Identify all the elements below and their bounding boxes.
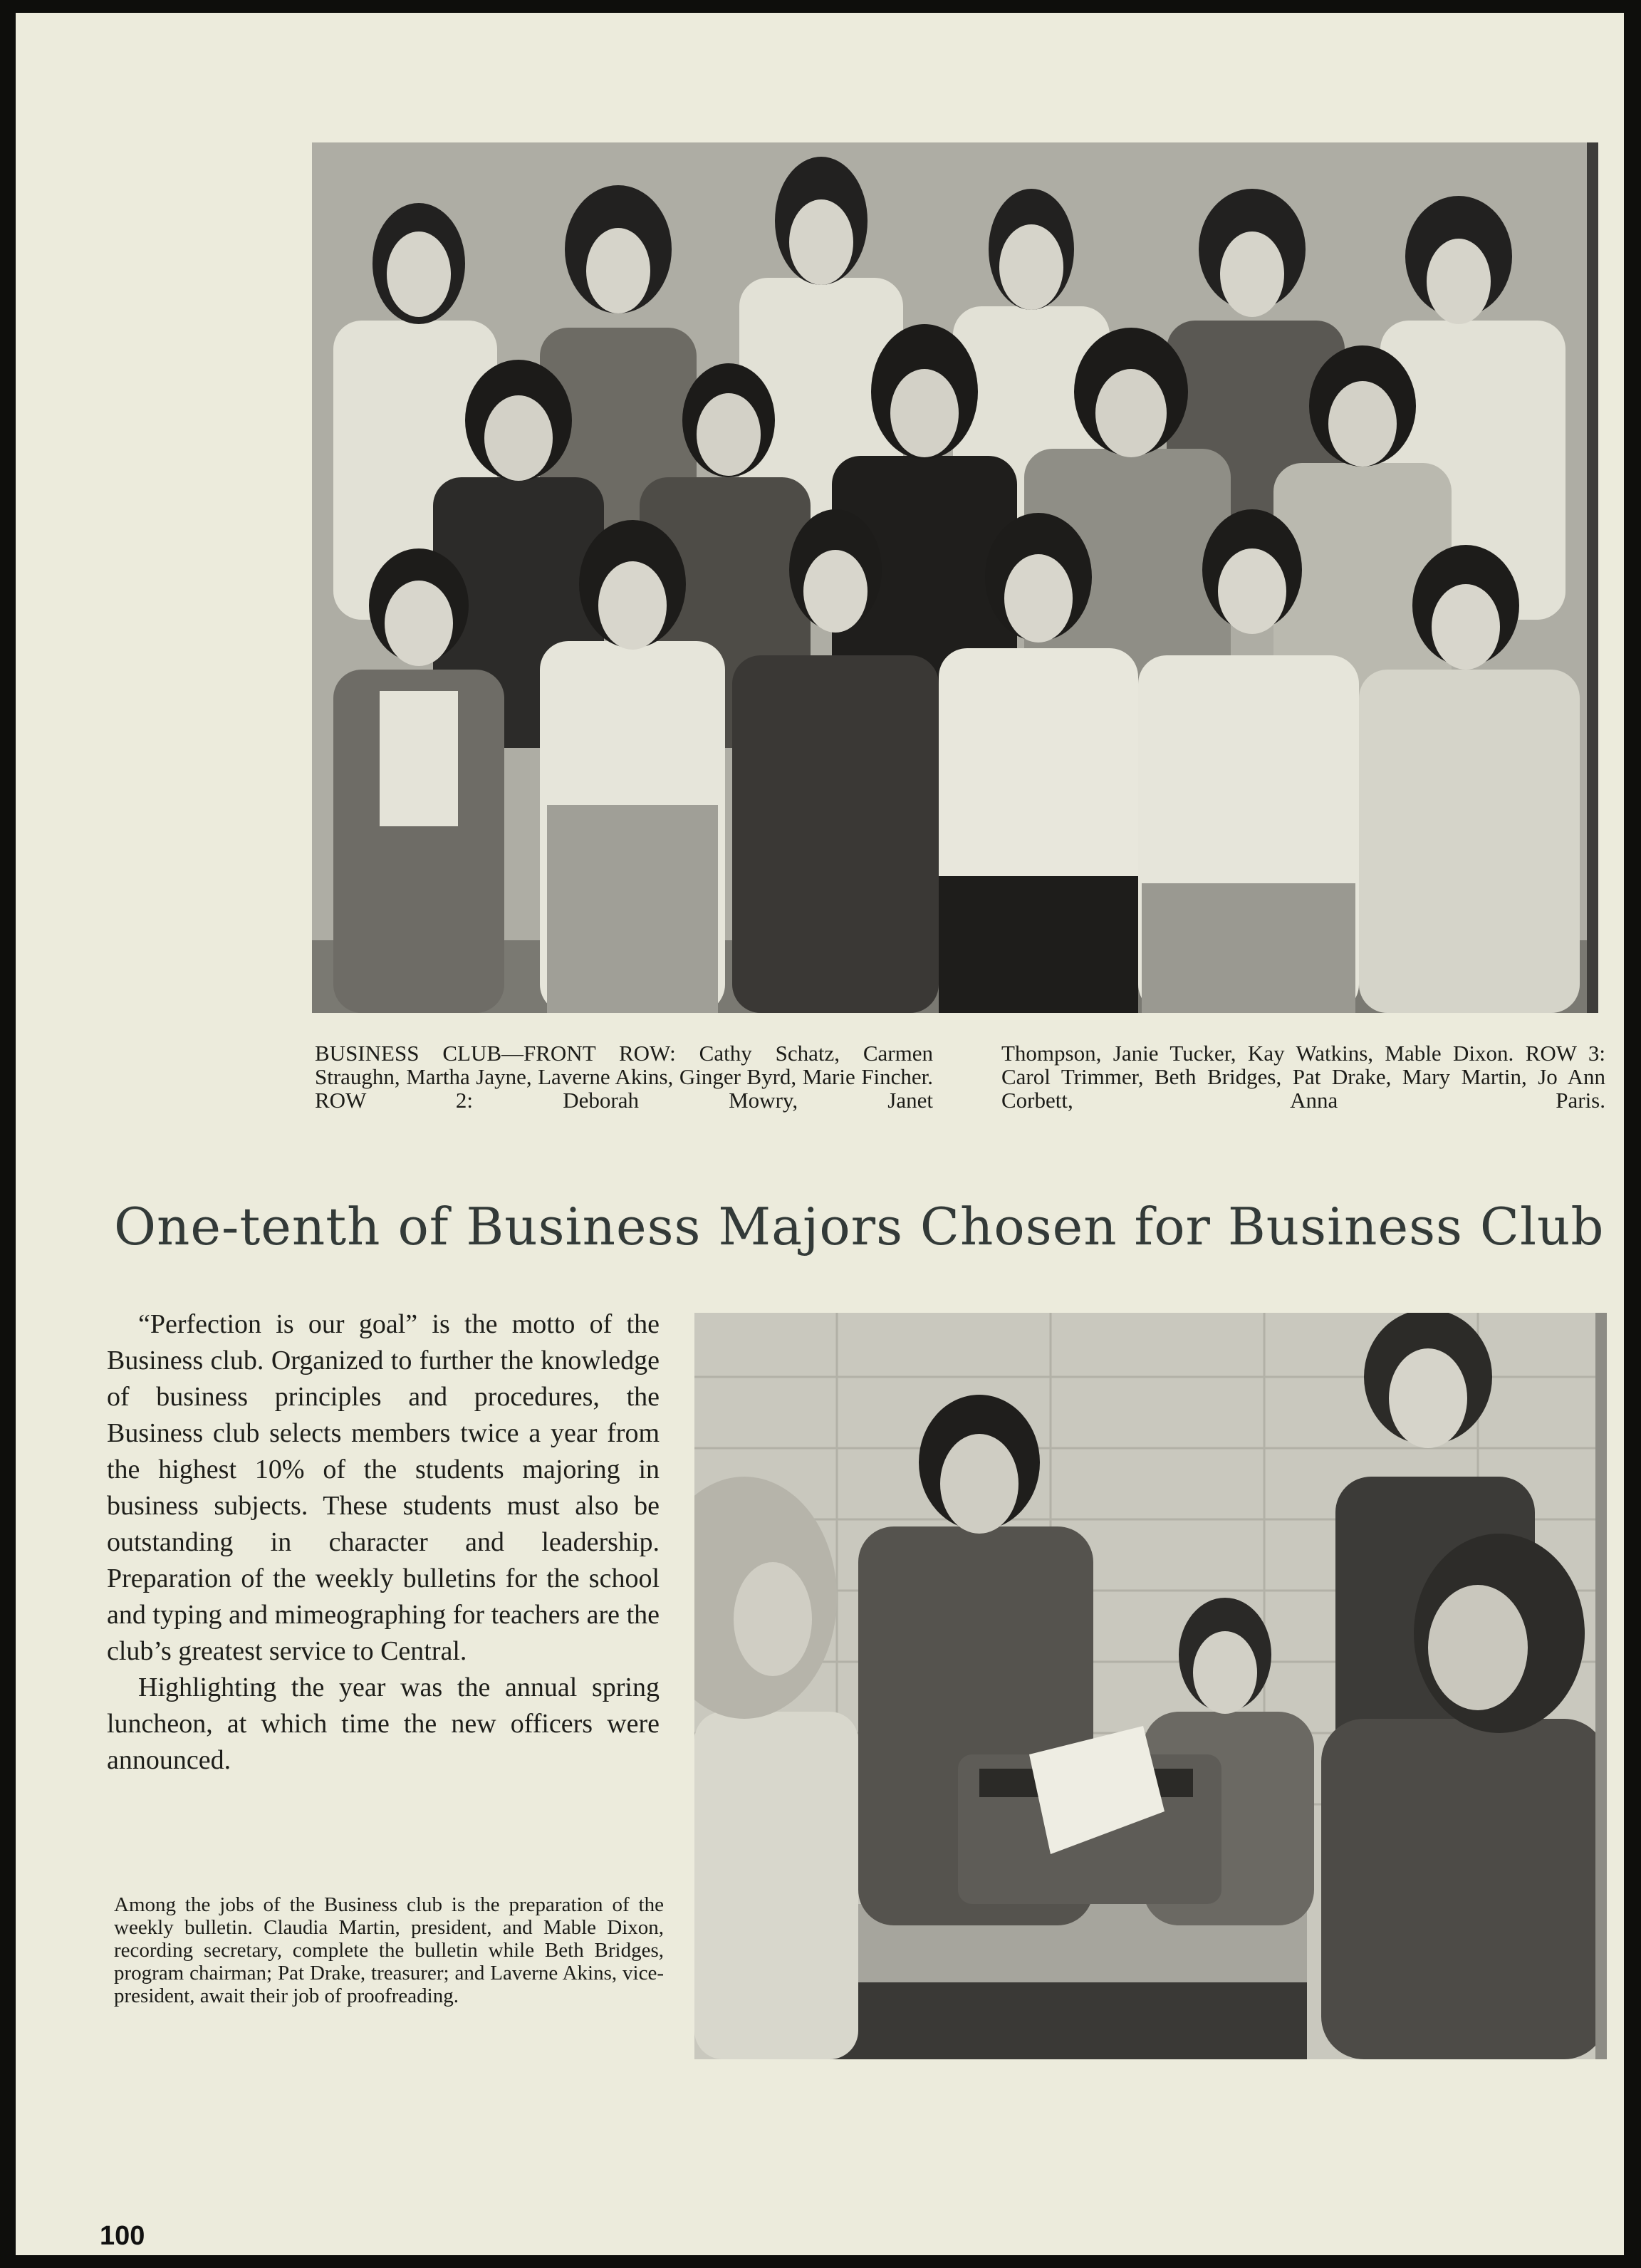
page-headline: One-tenth of Business Majors Chosen for Business Club: [114, 1197, 1605, 1257]
business-club-group-photo: [312, 142, 1598, 1013]
article-body: [107, 1306, 660, 1779]
group-photo-illustration: [312, 142, 1598, 1013]
group-photo-caption-right: Thompson, Janie Tucker, Kay Watkins, Mable Dixon. ROW 3: Carol Trimmer, Beth Bridges, Pat Drake, Mary Martin, Jo Ann Corbett, Anna Paris.: [1001, 1041, 1605, 1113]
group-photo-caption-left: BUSINESS CLUB—FRONT ROW: Cathy Schatz, Carmen Straughn, Martha Jayne, Laverne Akins, Ginger Byrd, Marie Fincher. ROW 2: Deborah Mowry, Janet: [315, 1041, 933, 1113]
officers-photo-illustration: [694, 1313, 1607, 2059]
officers-photo-caption: Among the jobs of the Business club is the preparation of the weekly bulletin. Claudia Martin, president, and Mable Dixon, recording secretary, complete the bulletin while Beth Bridges, program chairman; Pat Drake, treasurer; and Laverne Akins, vice-president, await their job of proofreading.: [114, 1893, 664, 2007]
article-paragraph-2: Highlighting the year was the annual spring luncheon, at which time the new officers were announced.: [107, 1673, 660, 1775]
page-number: 100: [100, 2221, 145, 2251]
yearbook-page: [16, 13, 1624, 2255]
typewriter-officers-photo: [694, 1313, 1607, 2059]
article-paragraph-1: “Perfection is our goal” is the motto of the Business club. Organized to further the knowledge of business principles and procedures, the Business club selects members twice a year from the highest 10% of the students majoring in business subjects. These students must also be outstanding in character and leadership. Preparation of the weekly bulletins for the school and typing and mimeographing for teachers are the club’s greatest service to Central.: [107, 1309, 660, 1666]
